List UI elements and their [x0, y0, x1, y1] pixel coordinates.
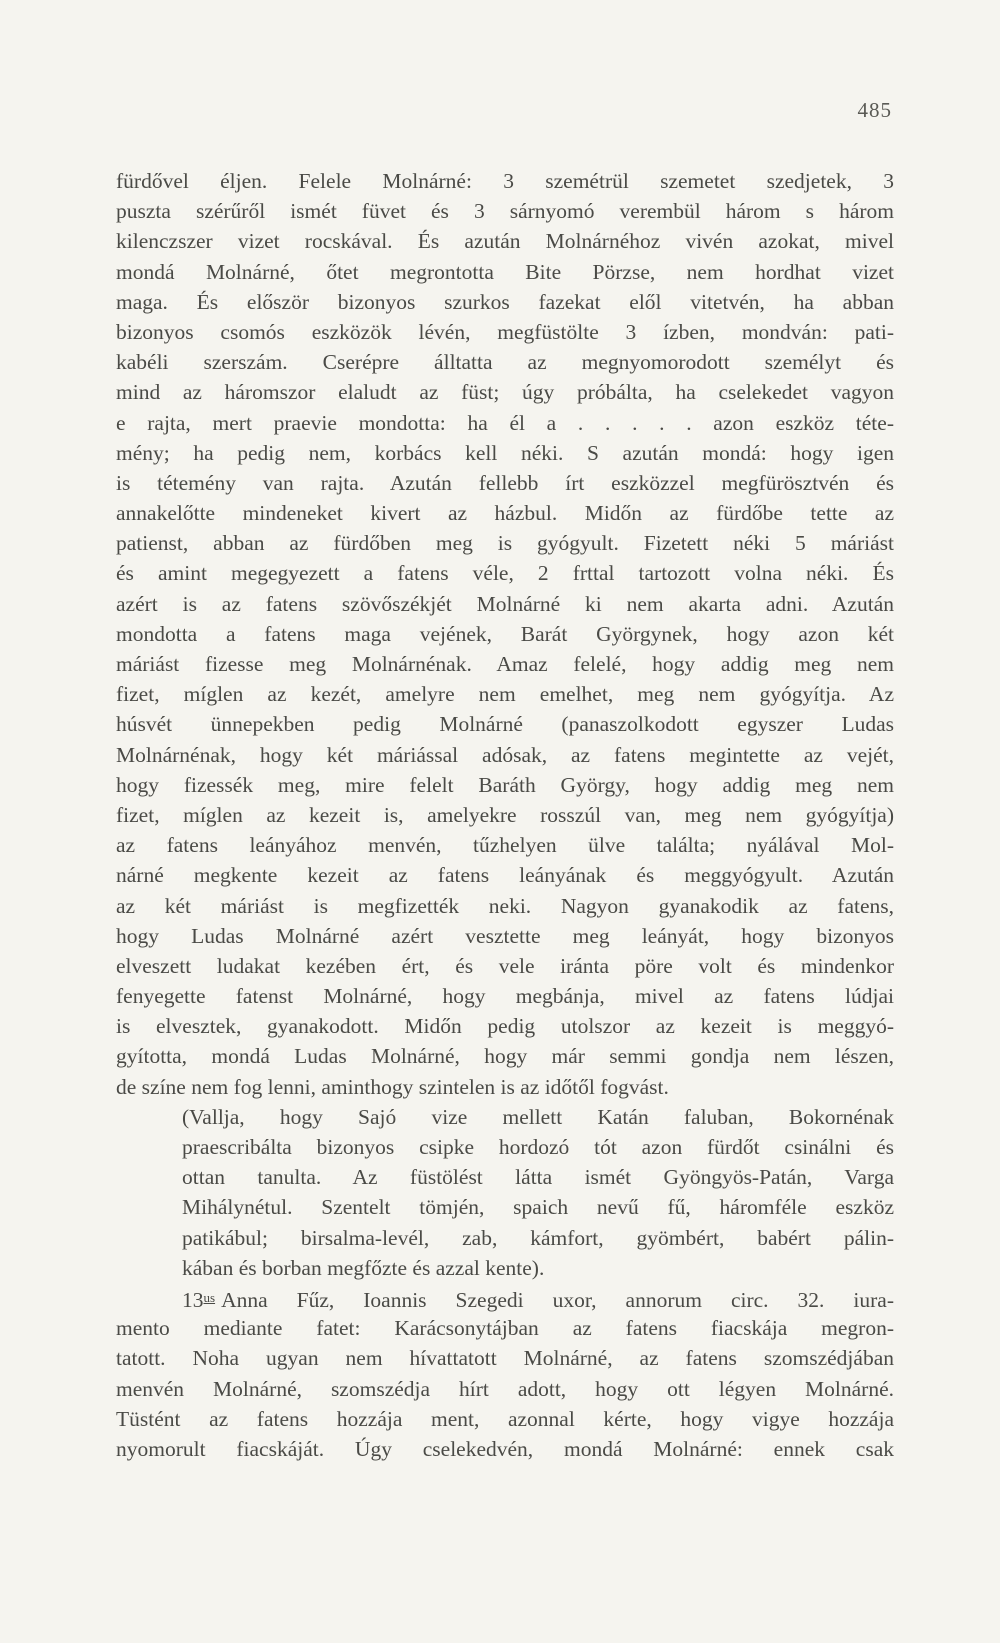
text-line: elveszett ludakat kezében ért, és vele iránta pöre volt és mindenkor: [116, 953, 894, 978]
text-line: patikábul; birsalma-levél, zab, kámfort, gyömbért, babért pálin-: [182, 1225, 894, 1250]
text-line: ottan tanulta. Az füstölést látta ismét Gyöngyös-Patán, Varga: [182, 1165, 894, 1190]
text-line-with-ordinal: [116, 1283, 894, 1313]
text-line: de színe nem fog lenni, aminthogy szintelen is az időtől fogvást.: [116, 1074, 669, 1099]
text-line: mento mediante fatet: Karácsonytájban az fatens fiacskája megron-: [116, 1316, 894, 1341]
text-line: fenyegette fatenst Molnárné, hogy megbánja, mivel az fatens lúdjai: [116, 984, 894, 1009]
text-line: fürdővel éljen. Felele Molnárné: 3 szemétrül szemetet szedjetek, 3: [116, 169, 894, 193]
text-line: tatott. Noha ugyan nem hívattatott Molnárné, az fatens szomszédjában: [116, 1346, 894, 1371]
text-line: fizet, míglen az kezeit is, amelyekre rosszúl van, meg nem gyógyítja): [116, 802, 894, 827]
text-line: hogy fizessék meg, mire felelt Baráth György, hogy addig meg nem: [116, 772, 894, 797]
text-line: húsvét ünnepekben pedig Molnárné (panaszolkodott egyszer Ludas: [116, 712, 894, 737]
text-line: fizet, míglen az kezét, amelyre nem emelhet, meg nem gyógyítja. Az: [116, 682, 894, 707]
text-line: kabéli szerszám. Cserépre álltatta az megnyomorodott személyt és: [116, 350, 894, 375]
text-line: bizonyos csomós eszközök lévén, megfüstölte 3 ízben, mondván: pati-: [116, 319, 894, 344]
ordinal-suffix: us: [203, 1289, 216, 1305]
text-line: nárné megkente kezeit az fatens leányának és meggyógyult. Azután: [116, 863, 894, 888]
paragraph-2: [116, 1102, 894, 1283]
text-line: Molnárnénak, hogy két máriással adósak, az fatens megintette az vejét,: [116, 742, 894, 767]
text-line: praescribálta bizonyos csipke hordozó tót azon fürdőt csinálni és: [182, 1135, 894, 1159]
page-text: [116, 166, 894, 1464]
text-line: gyította, mondá Ludas Molnárné, hogy már semmi gondja nem lészen,: [116, 1044, 894, 1069]
paragraph-1: [116, 166, 894, 1102]
text-line: Mihálynétul. Szentelt tömjén, spaich nevű fű, háromféle eszköz: [182, 1195, 894, 1220]
text-line: annakelőtte mindeneket kivert az házbul. Midőn az fürdőbe tette az: [116, 501, 894, 526]
text-line: azért is az fatens szövőszékjét Molnárné ki nem akarta adni. Azután: [116, 591, 894, 616]
text-line: mondá Molnárné, őtet megrontotta Bite Pörzse, nem hordhat vizet: [116, 259, 894, 284]
text-line: nyomorult fiacskáját. Úgy cselekedvén, mondá Molnárné: ennek csak: [116, 1436, 894, 1461]
text-line: mind az háromszor elaludt az füst; úgy próbálta, ha cselekedet vagyon: [116, 380, 894, 405]
text-line: máriást fizesse meg Molnárnénak. Amaz felelé, hogy addig meg nem: [116, 652, 894, 676]
page-number: 485: [857, 98, 892, 122]
text-line: (Vallja, hogy Sajó vize mellett Katán faluban, Bokornénak: [182, 1104, 894, 1129]
text-line: menvén Molnárné, szomszédja hírt adott, hogy ott légyen Molnárné.: [116, 1376, 894, 1401]
text-line: puszta szérűről ismét füvet és 3 sárnyomó verembül három s három: [116, 199, 894, 224]
text-line: Tüstént az fatens hozzája ment, azonnal kérte, hogy vigye hozzája: [116, 1406, 894, 1431]
text-line: az fatens leányához menvén, tűzhelyen ülve találta; nyálával Mol-: [116, 833, 894, 858]
text-line: kában és borban megfőzte és azzal kente).: [182, 1255, 545, 1280]
text-line: maga. És először bizonyos szurkos fazekat elől vitetvén, ha abban: [116, 289, 894, 314]
text-line: is tétemény van rajta. Azután fellebb írt eszközzel megfürösztvén és: [116, 470, 894, 495]
text-line: mény; ha pedig nem, korbács kell néki. S azután mondá: hogy igen: [116, 440, 894, 465]
text-line: kilenczszer vizet rocskával. És azután Molnárnéhoz vivén azokat, mivel: [116, 229, 894, 254]
text-line: hogy Ludas Molnárné azért vesztette meg leányát, hogy bizonyos: [116, 923, 894, 948]
paragraph-3: [116, 1283, 894, 1464]
text-line: is elvesztek, gyanakodott. Midőn pedig utolszor az kezeit is meggyó-: [116, 1014, 894, 1039]
text-line: az két máriást is megfizették neki. Nagyon gyanakodik az fatens,: [116, 893, 894, 918]
text-line: és amint megegyezett a fatens véle, 2 frttal tartozott volna néki. És: [116, 561, 894, 586]
text-line: e rajta, mert praevie mondotta: ha él a . . . . . azon eszköz téte-: [116, 410, 894, 435]
text-line: patienst, abban az fürdőben meg is gyógyult. Fizetett néki 5 máriást: [116, 531, 894, 556]
text-line: mondotta a fatens maga vejének, Barát Györgynek, hogy azon két: [116, 621, 894, 646]
ordinal-number: 13: [182, 1287, 204, 1312]
ordinal-line-text: Anna Fűz, Ioannis Szegedi uxor, annorum circ. 32. iura-: [221, 1287, 894, 1312]
